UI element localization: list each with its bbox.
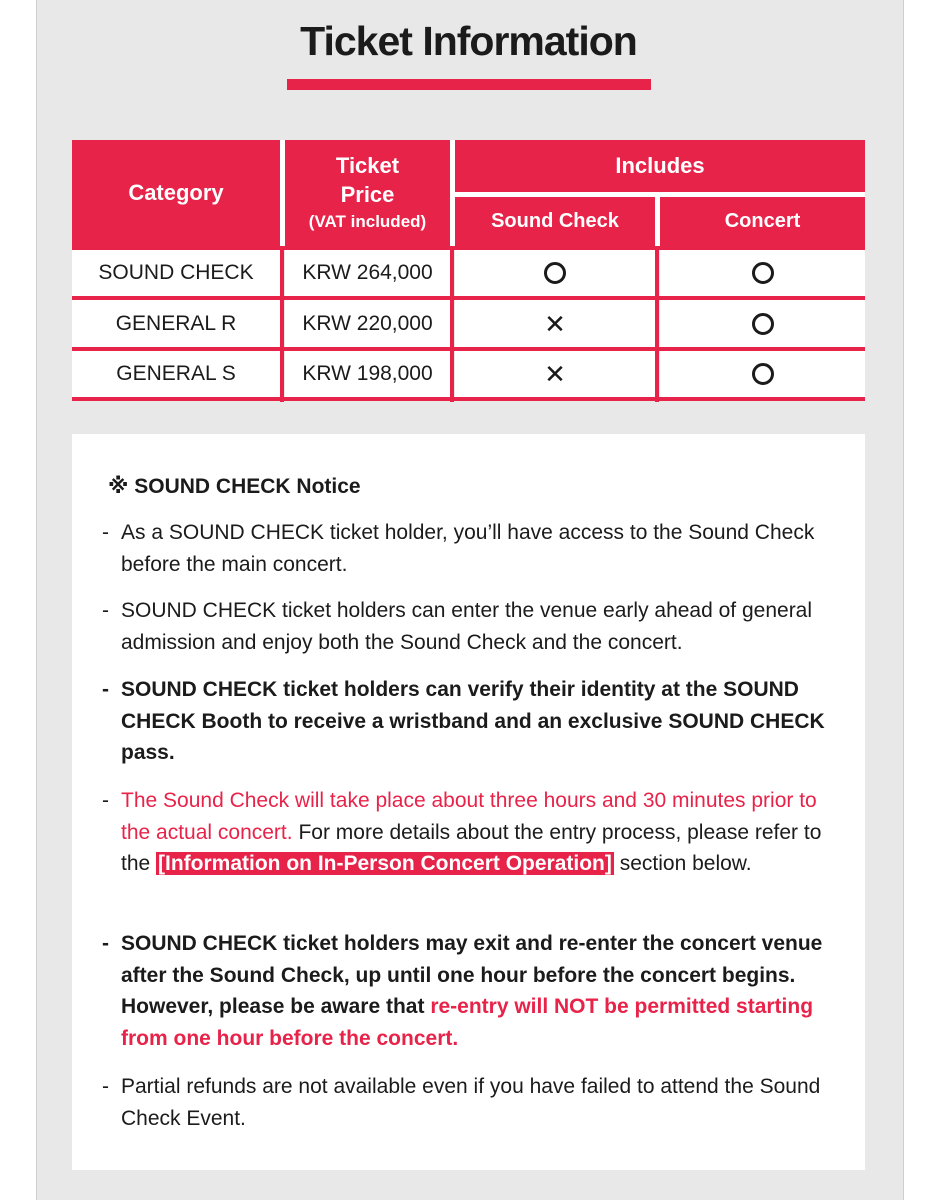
header-includes: Includes [455, 140, 865, 192]
row2-concert [660, 300, 865, 347]
notice-item [102, 595, 842, 658]
table-divider [72, 347, 865, 351]
header-concert: Concert [660, 197, 865, 246]
row1-sound-check [455, 250, 655, 296]
ticket-table [72, 140, 865, 402]
bullet-dash: - [102, 932, 109, 955]
included-circle-icon [752, 262, 774, 284]
header-category: Category [72, 140, 280, 246]
notice-item-text [121, 785, 842, 880]
header-separator [450, 140, 455, 246]
notice-plain-text: For more details about the entry process, please refer to the [121, 820, 822, 875]
row3-price: KRW 198,000 [285, 351, 450, 397]
included-circle-icon [544, 262, 566, 284]
bullet-dash: - [102, 789, 109, 812]
not-included-x-icon: ✕ [544, 359, 566, 389]
row2-price: KRW 220,000 [285, 300, 450, 347]
table-divider [72, 296, 865, 300]
notice-red-text: The Sound Check will take place about three hours and 30 minutes prior to the actual concert. [121, 789, 817, 844]
notice-item [102, 517, 842, 580]
row1-concert [660, 250, 865, 296]
row1-price: KRW 264,000 [285, 250, 450, 296]
row3-concert [660, 351, 865, 397]
notice-item-text [121, 928, 842, 1054]
row3-category: GENERAL S [72, 351, 280, 397]
bullet-dash: - [102, 1075, 109, 1098]
notice-plain-text: section below. [613, 852, 752, 875]
notice-item [102, 785, 842, 880]
notice-bold-text: SOUND CHECK ticket holders may exit and re-enter the concert venue after the Sound Check, up until one hour before the concert begins. However, please be aware that [121, 932, 823, 1018]
title-underline [287, 79, 651, 90]
header-separator [655, 197, 660, 246]
notice-red-text: re-entry will NOT be permitted starting from one hour before the concert. [121, 995, 814, 1050]
notice-heading: ※ SOUND CHECK Notice [108, 475, 361, 498]
included-circle-icon [752, 313, 774, 335]
sound-check-notice [72, 434, 865, 1170]
bullet-dash: - [102, 678, 109, 701]
notice-item-text: As a SOUND CHECK ticket holder, you’ll have access to the Sound Check before the main concert. [121, 521, 815, 576]
page-title: Ticket Information [300, 18, 637, 64]
header-separator [455, 192, 865, 197]
notice-item [102, 928, 842, 1054]
concert-operation-link[interactable]: [Information on In-Person Concert Operation] [158, 852, 612, 875]
notice-item-text: Partial refunds are not available even if you have failed to attend the Sound Check Event. [121, 1075, 821, 1130]
bullet-dash: - [102, 521, 109, 544]
row2-category: GENERAL R [72, 300, 280, 347]
notice-item [102, 674, 842, 769]
header-price-line2: Price [340, 182, 395, 207]
row3-sound-check [455, 351, 655, 397]
row2-sound-check [455, 300, 655, 347]
header-price-line1: Ticket [335, 153, 400, 178]
header-separator [280, 140, 285, 246]
notice-item-text: SOUND CHECK ticket holders can enter the venue early ahead of general admission and enjoy both the Sound Check and the concert. [121, 599, 813, 654]
header-ticket-price [285, 140, 450, 246]
header-sound-check: Sound Check [455, 197, 655, 246]
notice-item-text: SOUND CHECK ticket holders can verify their identity at the SOUND CHECK Booth to receive a wristband and an exclusive SOUND CHECK pass. [121, 678, 825, 764]
table-divider [72, 397, 865, 401]
included-circle-icon [752, 363, 774, 385]
notice-item [102, 1071, 842, 1134]
row1-category: SOUND CHECK [72, 250, 280, 296]
bullet-dash: - [102, 599, 109, 622]
header-price-note: (VAT included) [308, 212, 427, 231]
table-divider [72, 246, 865, 250]
not-included-x-icon: ✕ [544, 308, 566, 339]
